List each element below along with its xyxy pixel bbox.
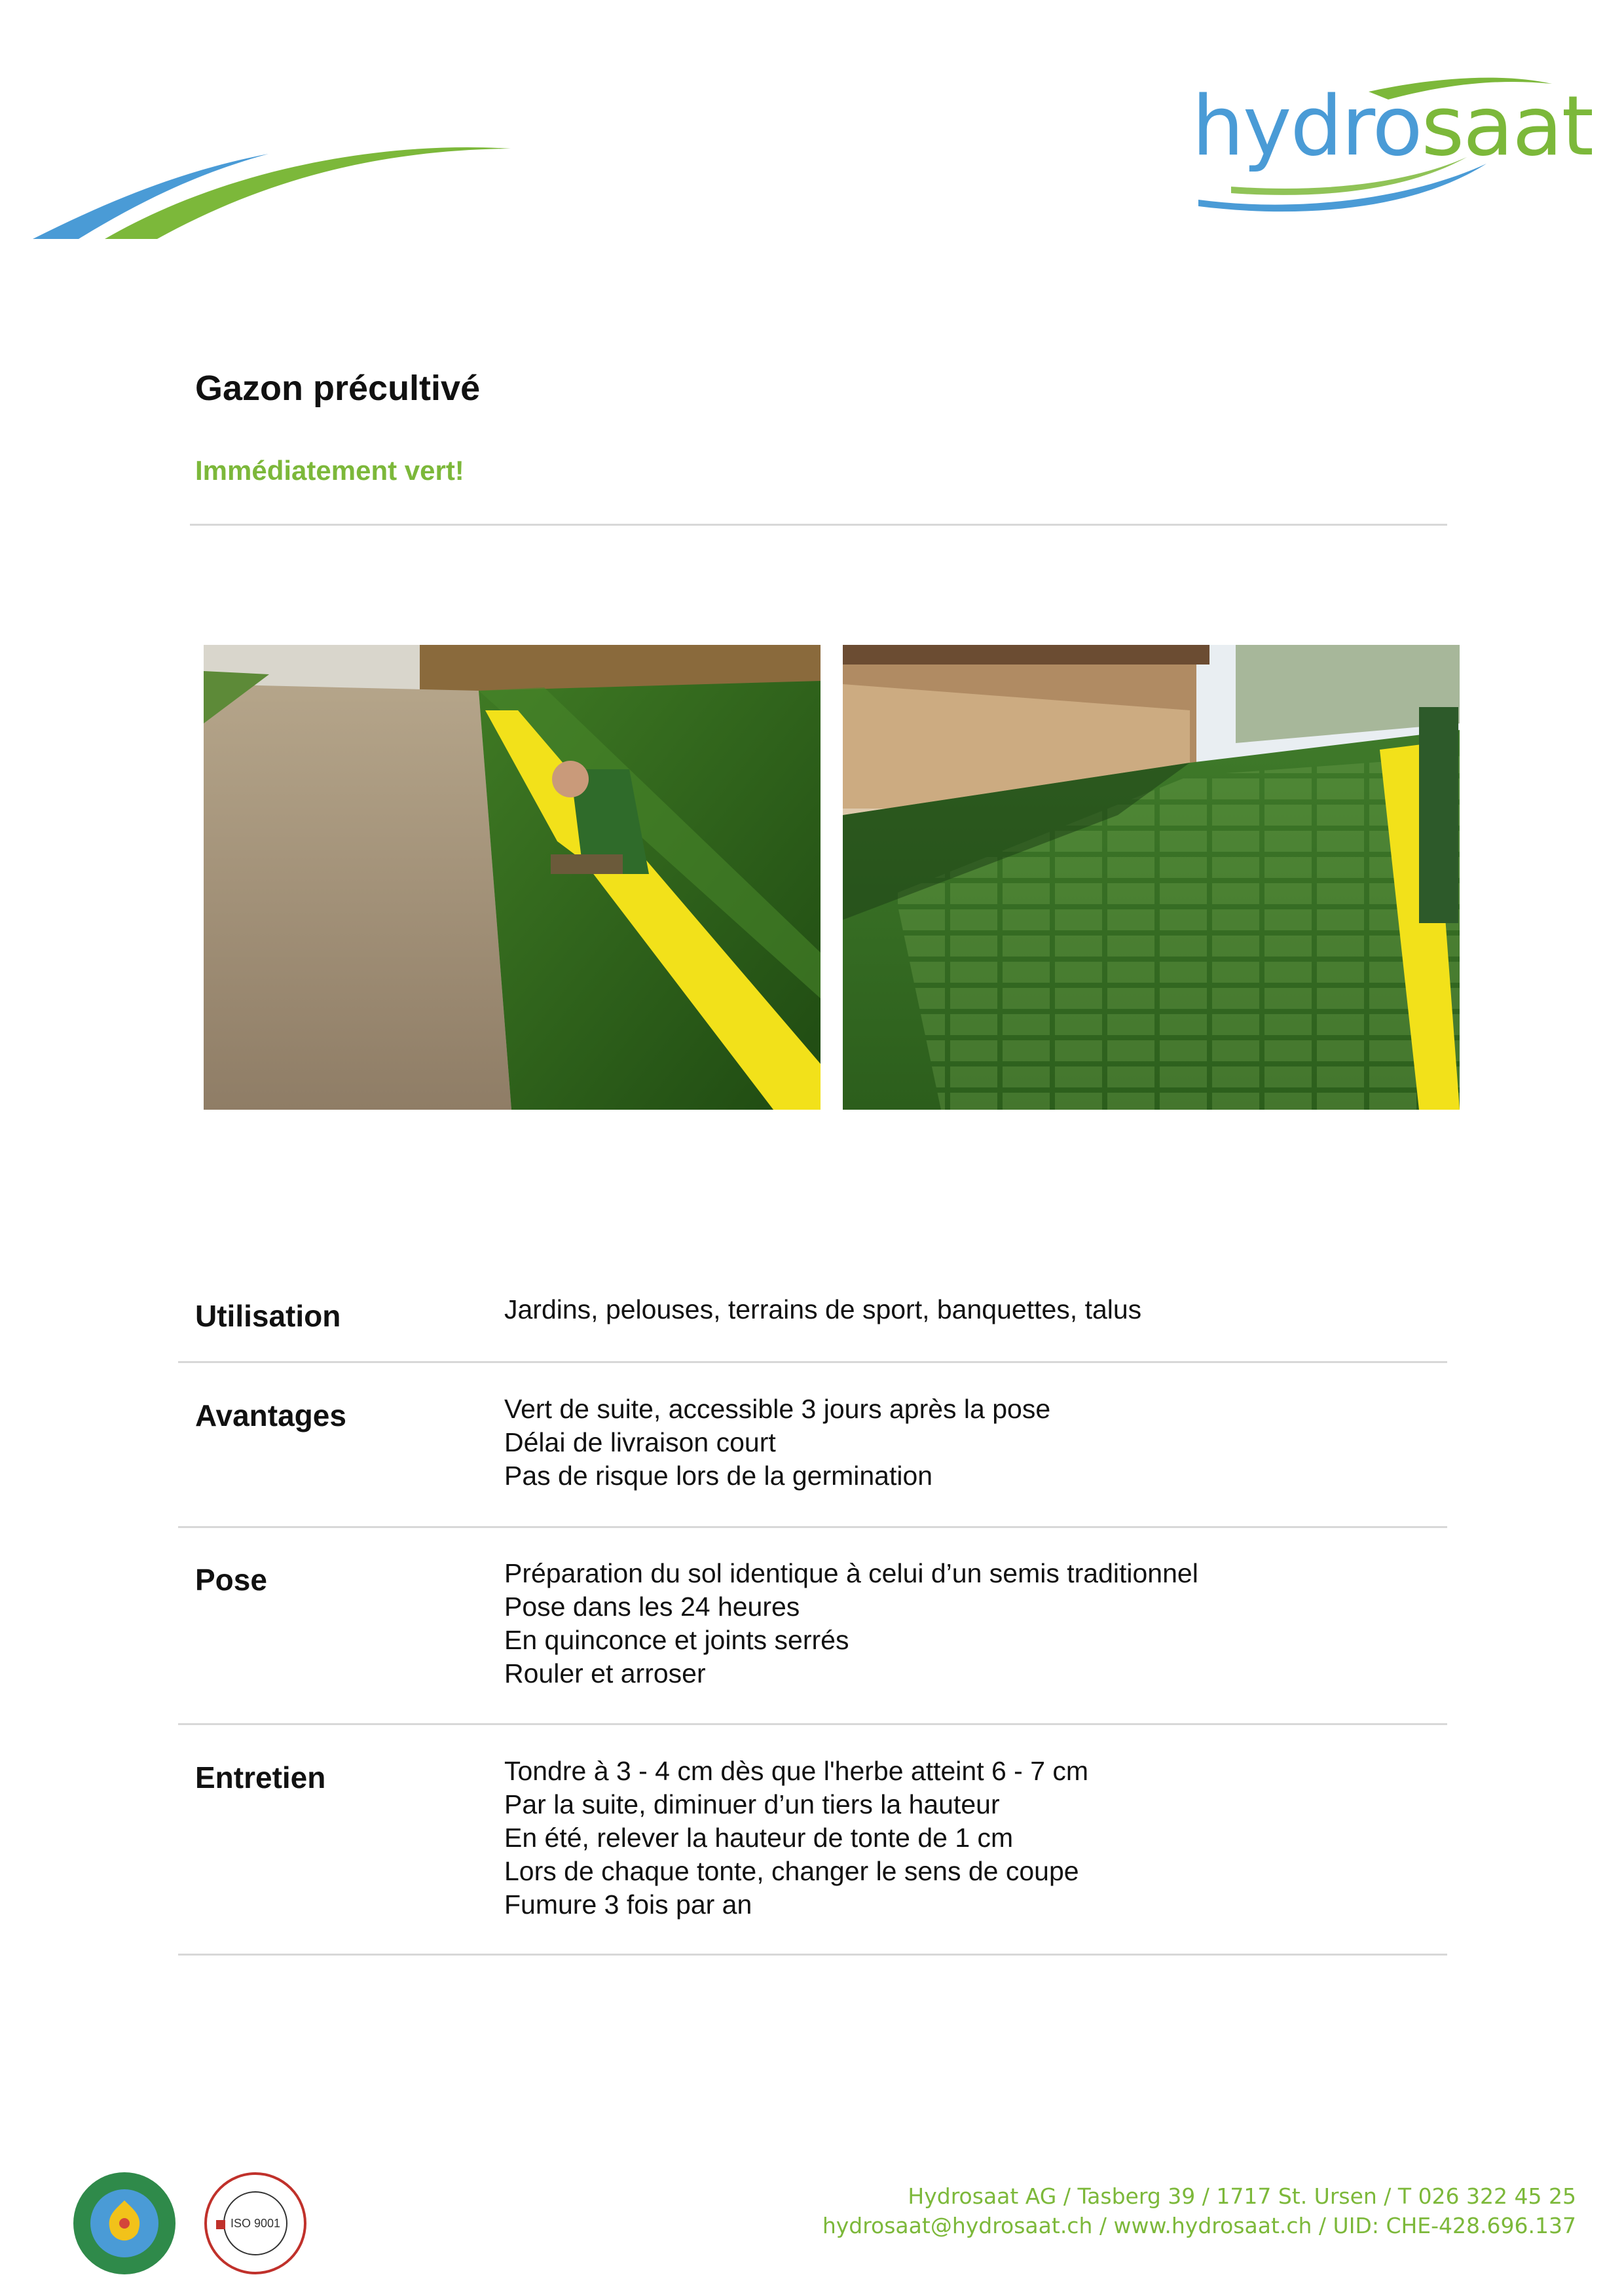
nature-partner-badge (72, 2171, 177, 2276)
section-line: Par la suite, diminuer d’un tiers la hauteur (504, 1789, 1000, 1819)
decorative-swoosh (33, 141, 517, 246)
logo-hydro: hydro (1192, 78, 1422, 174)
section-line: En quinconce et joints serrés (504, 1625, 849, 1655)
photo-laying-turf (204, 645, 821, 1110)
iso-9001-badge (203, 2171, 308, 2276)
divider (178, 1361, 1447, 1363)
divider (178, 1526, 1447, 1528)
section-label-entretien: Entretien (195, 1760, 326, 1795)
page-title: Gazon précultivé (195, 369, 481, 408)
divider (178, 1954, 1447, 1956)
section-line: Lors de chaque tonte, changer le sens de coupe (504, 1856, 1079, 1886)
section-label-avantages: Avantages (195, 1398, 346, 1432)
divider (190, 524, 1447, 526)
photo-finished-lawn (843, 645, 1460, 1110)
section-value-avantages (504, 1393, 1050, 1493)
logo-saat: saat (1421, 78, 1593, 174)
section-line: Rouler et arroser (504, 1658, 706, 1688)
section-line: Vert de suite, accessible 3 jours après la pose (504, 1394, 1051, 1424)
section-line: Préparation du sol identique à celui d’un semis traditionnel (504, 1558, 1198, 1588)
section-value-utilisation (504, 1293, 1141, 1326)
footer-address: Hydrosaat AG / Tasberg 39 / 1717 St. Ursen / T 026 322 45 25 (908, 2183, 1576, 2209)
page-subtitle: Immédiatement vert! (195, 455, 464, 486)
section-line: Tondre à 3 - 4 cm dès que l'herbe atteint 6 - 7 cm (504, 1756, 1089, 1786)
section-line: Fumure 3 fois par an (504, 1889, 752, 1920)
section-label-pose: Pose (195, 1563, 267, 1597)
section-value-entretien (504, 1755, 1088, 1922)
section-line: En été, relever la hauteur de tonte de 1 cm (504, 1823, 1014, 1853)
section-value-pose (504, 1557, 1198, 1690)
divider (178, 1723, 1447, 1725)
iso-badge-text: ISO 9001 (230, 2217, 281, 2230)
section-line: Pose dans les 24 heures (504, 1592, 800, 1622)
hydrosaat-logo (1192, 72, 1593, 219)
section-line: Pas de risque lors de la germination (504, 1461, 933, 1491)
footer-contact: hydrosaat@hydrosaat.ch / www.hydrosaat.ch / UID: CHE-428.696.137 (822, 2213, 1576, 2238)
section-line: Délai de livraison court (504, 1427, 776, 1457)
section-line: Jardins, pelouses, terrains de sport, banquettes, talus (504, 1294, 1142, 1324)
section-label-utilisation: Utilisation (195, 1299, 341, 1333)
